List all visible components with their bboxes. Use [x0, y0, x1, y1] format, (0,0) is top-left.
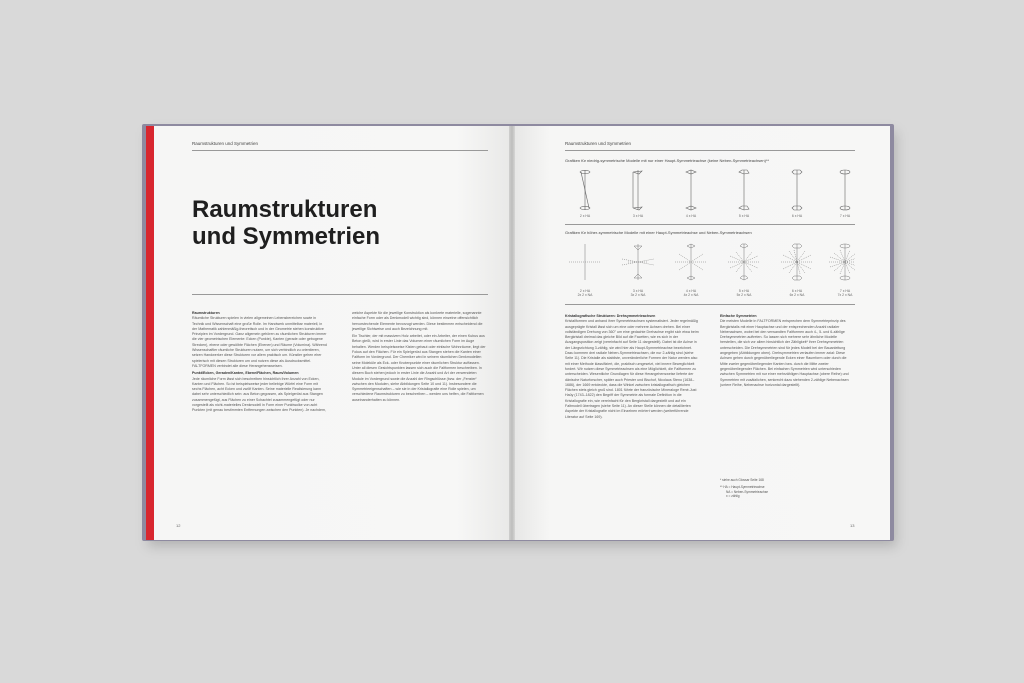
right-header-rule	[565, 150, 855, 151]
right-page	[512, 126, 890, 540]
paragraph-punkt-ecken: Jede räumliche Form lässt sich beschreiben hinsichtlich ihrer Anzahl von Ecken, Kanten und Flächen. So ist beispielsweise jeder beliebige Würfel eine Form mit sechs Flächen, acht Ecken und zwölf Kanten. Seine materielle Realisierung kann dabei sehr unterschiedlich sein: aus Beton gegossen, als Spielgerüst aus Stangen zusammengefügt, aus Flächen zu einer Schachtel zusammengefügt oder nur vorgestellt als nicht-materielles Denkmodell in Form einer Punktwolke von acht Punkten (mit genau bestimmten Entfernungen zwischen den Punkten). Je nachdem,	[192, 376, 327, 413]
title-line-2: und Symmetrien	[192, 223, 381, 250]
row1-label-2: 3 x HA	[632, 214, 644, 218]
figure-6xHA-6xNA	[781, 244, 813, 280]
row2-label-5: 6 x HA 6x 2 x NA	[789, 289, 805, 298]
row1-label-1: 2 x HA	[579, 214, 591, 218]
right-running-head: Raumstrukturen und Symmetrien	[565, 141, 632, 146]
paragraph-aspekte: welche Aspekte für die jeweilige Konstruktion als konkrete materielle, sogenannte einfache Form oder als Denkmodell wichtig sind, können einzelne offensichtlich hervorstechende Elemente bevorzugt werden. Diese bestimmen entscheidend die jeweilige Sichtweise und auch Bezeichnung mit.	[352, 311, 483, 331]
footnote-1: * siehe auch Glossar Seite 168	[720, 478, 764, 482]
row1-label-4: 5 x HA	[738, 214, 750, 218]
paragraph-raumstrukturen: Räumliche Strukturen spielen in vielen allgemeinen Lebensbereichen sowie in Technik und Wissenschaft eine große Rolle. Im Handwerk unmittelbar materiell, in der Mathematik zahlenmäßig-theoretisch und in der Geometrie stehen konstruktive Prinzipien im Vordergrund. Ganz allgemein gehören zu räumlichen Strukturen immer die vier geometrischen Elemente: Ecken (Punkte), Kanten (gerade oder gebogene Strecken), ebene oder gewölbte Flächen (Ebenen) und Räume (Volumina). Während Wissenschaftler räumliche Strukturen nutzen, um sich verbindlich zu orientieren, setzen Handwerker diese Strukturen vor allem praktisch um. Künstler gehen eher spielerisch mit diesen Strukturen um und nutzen diese als Ausdrucksmittel. FALTFORMEN verbindet alle diese Herangehensweisen.	[192, 316, 327, 368]
paragraph-kristallografie: Kristallformen und anhand ihrer Symmetrieachsen systematisiert. Jeder regelmäßig ausgeprägte Kristall lässt sich um eine oder mehrere Achsen drehen. Bei einer vollständigen Drehung von 360° um eine gedachte Drehachse ergibt sich etwa beim Bergkristall dreimal das gleiche Bild auf die Facetten, wie es sich in der Ausgangsposition zeigt (vereinfacht auf Seite 11 dargestellt). Dabei ist die Achse in der Längsrichtung 3-zählig, sie wird hier als Haupt-Symmetrieachse bezeichnet. Dazu kommen drei radiale Neben-Symmetrieachsen, die nur 2-zählig sind (siehe Seite 11). Die Kristalle als stabilste, unveränderliche Formen der Natur werden also mit einer Methode klassifiziert, die, praktisch umgesetzt, viel innere Beweglichkeit fordert. Wir nutzen diese Symmetrieachsen als eine Möglichkeit, die Faltformen zu unterscheiden. Wesentliche Grundlagen für diese Herangehensweise lieferte der dänische Naturforscher, später auch Priester und Bischof, Nicolaus Steno (1638–1686), der 1669 entdeckte, dass die Winkel zwischen kristallografisch gleichen Flächen stets gleich groß sind. 1801 führte der französische Mineraloge René-Just Haüy (1743–1822) den Begriff der Symmetrie als formale Definition in die Kristallografie ein, wie vereinfacht für den Bergkristall dargestellt und auf ein Faltmodell übertragen (siehe Seite 11). An dieser Stelle können die detaillierten Aspekte der Kristallografie nicht im Einzelnen erörtert werden (weiterführende Literatur auf Seite 169).	[565, 319, 699, 419]
row1-label-5: 6 x HA	[791, 214, 803, 218]
footnotes	[720, 478, 854, 499]
left-section-rule	[192, 294, 488, 295]
row2-label-6: 7 x HA 7x 2 x NA	[837, 289, 853, 298]
heading-einfache-symmetrien: Einfache Symmetrien	[720, 314, 757, 318]
paragraph-einfache-symmetrien: Die meisten Modelle in FALTFORMEN entsprechen dem Symmetrieprinzip des Bergkristalls mit einer Hauptachse und der entsprechenden Anzahl radialer Nebenachsen, wobei bei den verwandten Faltformen auch 4-, 5- und 6-zählige Drehsymmetrien auftreten. So lassen sich mehrere sehr ähnliche Modelle herstellen, die sich vor allem hinsichtlich der Zähligkeit* ihrer Drehsymmetrien unterscheiden. Die Drehsymmetrien sind für jedes Modell bei der Bauanleitung angegeben (Abbildungen oben). Drehsymmetrien verlaufen immer axial: Diese Achsen gehen durch gegenüberliegende Ecken einer Raumform oder durch die Mitte zweier gegenüberliegender Kanten bzw. durch die Mitte zweier gegenüberliegender Flächen. Bei einfachen Symmetrien wird unterschieden zwischen Symmetrien mit nur einer mehrzähligen Hauptachse (obere Reihe) und Symmetrien mit zusätzlichen, senkrecht dazu stehenden 2-zählige Nebenachsen (untere Reihe, Nebenachse horizontal dargestellt).	[720, 319, 849, 387]
figure-6xHA	[792, 170, 802, 210]
figure-5xHA-5xNA	[728, 244, 760, 280]
row2-label-2: 3 x HA 3x 2 x NA	[630, 289, 646, 298]
red-page-band	[146, 126, 154, 540]
row2-label-3: 4 x HA 4x 2 x NA	[683, 289, 699, 298]
figure-7xHA	[840, 170, 850, 210]
heading-punkt-ecken: Punkt/Ecken, Geraden/Kanten, Ebene/Flächen, Raum/Volumen	[192, 371, 299, 376]
right-folio: 13	[850, 523, 855, 528]
left-header-rule	[192, 150, 488, 151]
paragraph-tischler: Ein Tischler, der mit massivem Holz arbeitet, oder ein Arbeiter, der einen Kubus aus Beton gießt, wird in erster Linie das Volumen einer räumlichen Form im Auge behalten. Werden beispielsweise Kisten gebaut oder einfache Wohnräume, liegt der Fokus auf den Flächen. Für ein Spielgerüst aus Stangen stehen die Kanten einer Faltform im Vordergrund. Der Chemiker wird in seinem räumlichen Denkmodellen seine Moleküle als Eck- oder Knotenpunkte einer räumlichen Struktur auffassen. Unter all diesen Gesichtspunkten lassen sich auch die Faltformen beschreiben. In diesem Buch stehen jedoch in erster Linie die Anzahl und Art der verwendeten Module im Vordergrund sowie die Anzahl der Ringschlüsse (bzw. der „Fenster“ zwischen den Modulen, siehe Abbildungen Seite 10 und 11). Insbesondere die Symmetrieeigenschaften – wie sie in der Kristallografie eine Rolle spielen, um verschiedene Raumstrukturen zu beschreiben – werden uns helfen, die Faltformen auseinanderhalten zu können.	[352, 334, 486, 402]
figure-4xHA-4xNA	[675, 244, 707, 280]
caption-low-symmetry: Grafiken für niedrig-symmetrische Modelle mit nur einer Haupt-Symmetrieachse (keine Neben-Symmetrieachsen)**	[565, 158, 770, 163]
row2-label-4: 5 x HA 5x 2 x NA	[736, 289, 752, 298]
figure-3xHA	[633, 170, 642, 210]
left-column-2	[352, 311, 488, 405]
left-page	[146, 126, 512, 540]
title-line-1: Raumstrukturen	[192, 196, 378, 223]
figure-3xHA-3xNA	[622, 244, 654, 280]
footnote-2: ** HA = Haupt-Symmetrieachse NA = Neben-Symmetrieachse x = zählig	[720, 485, 769, 499]
book-gutter	[509, 126, 515, 540]
figure-5xHA	[739, 170, 749, 210]
page-title	[192, 196, 380, 250]
row2-label-1: 2 x HA 2x 2 x NA	[577, 289, 593, 298]
right-column-1	[565, 314, 699, 422]
left-folio: 12	[176, 523, 181, 528]
left-running-head: Raumstrukturen und Symmetrien	[192, 141, 259, 146]
row1-label-6: 7 x HA	[839, 214, 851, 218]
figure-2xHA-2xNA	[569, 244, 601, 280]
heading-raumstrukturen: Raumstrukturen	[192, 311, 220, 315]
right-mid-rule	[565, 224, 855, 225]
left-column-1	[192, 311, 328, 416]
heading-kristallografie: Kristallografische Strukturen: Drehsymmetrieachsen	[565, 314, 656, 318]
right-column-2	[720, 314, 854, 390]
row1-label-3: 4 x HA	[685, 214, 697, 218]
figure-4xHA	[686, 170, 696, 210]
right-section-rule	[565, 304, 855, 305]
figure-2xHA	[580, 170, 590, 210]
caption-high-symmetry: Grafiken für höher-symmetrische Modelle mit einer Haupt-Symmetrieachse und Neben-Symmetrieachsen	[565, 230, 752, 235]
figure-7xHA-7xNA	[829, 244, 855, 280]
